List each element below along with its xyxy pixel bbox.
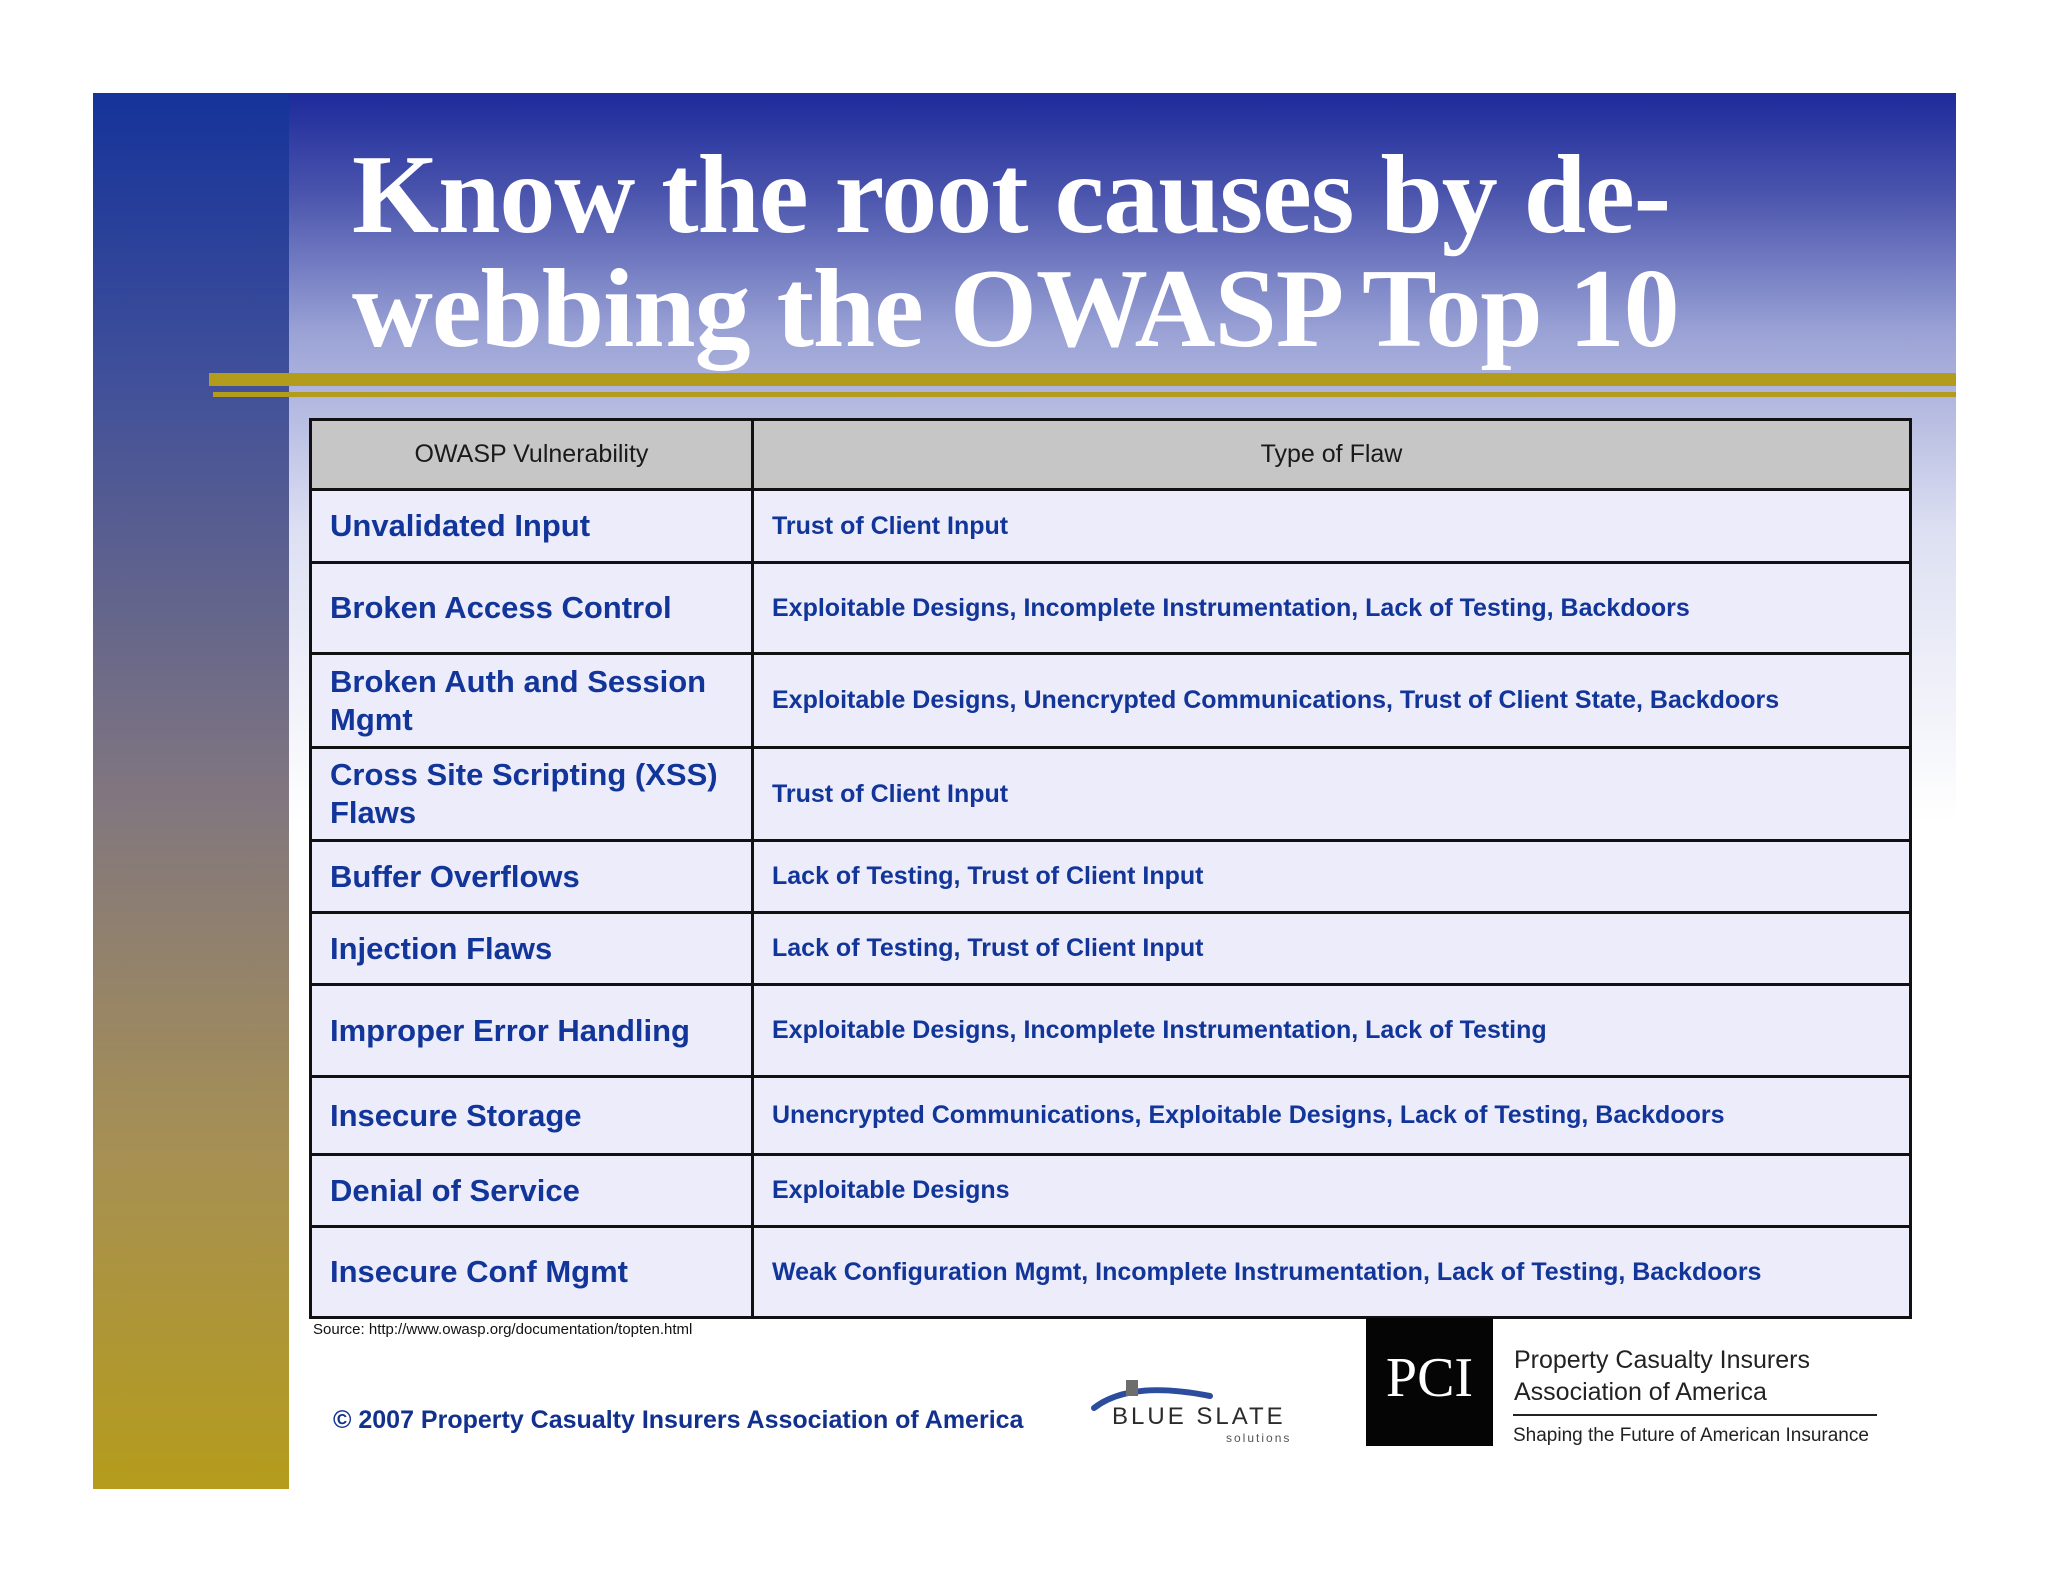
table-row: [311, 841, 1911, 913]
flaw-cell: Exploitable Designs, Unencrypted Communications, Trust of Client State, Backdoors: [753, 654, 1911, 748]
vulnerability-cell: Unvalidated Input: [311, 490, 753, 563]
vulnerability-cell: Cross Site Scripting (XSS) Flaws: [311, 748, 753, 841]
table-row: [311, 748, 1911, 841]
gold-divider-thick: [209, 373, 1956, 386]
flaw-cell: Exploitable Designs, Incomplete Instrumentation, Lack of Testing, Backdoors: [753, 563, 1911, 654]
vulnerability-cell: Broken Access Control: [311, 563, 753, 654]
slide-title: [352, 133, 1912, 371]
table-row: [311, 985, 1911, 1077]
copyright-text: © 2007 Property Casualty Insurers Association of America: [333, 1406, 1024, 1434]
flaw-cell: Trust of Client Input: [753, 490, 1911, 563]
vulnerability-cell: Insecure Conf Mgmt: [311, 1227, 753, 1318]
table-row: [311, 1155, 1911, 1227]
pci-logo-letters: PCI: [1385, 1347, 1474, 1409]
vulnerability-cell: Buffer Overflows: [311, 841, 753, 913]
flaw-cell: Lack of Testing, Trust of Client Input: [753, 841, 1911, 913]
vulnerability-cell: Insecure Storage: [311, 1077, 753, 1155]
gold-divider-thin: [213, 392, 1956, 397]
pci-tagline: Shaping the Future of American Insurance: [1513, 1425, 1869, 1446]
vulnerability-cell: Improper Error Handling: [311, 985, 753, 1077]
flaw-cell: Trust of Client Input: [753, 748, 1911, 841]
pci-name-line-1: Property Casualty Insurers: [1514, 1346, 1810, 1374]
flaw-cell: Unencrypted Communications, Exploitable Designs, Lack of Testing, Backdoors: [753, 1077, 1911, 1155]
table-row: [311, 1227, 1911, 1318]
blue-slate-wordmark: BLUE SLATE: [1112, 1403, 1286, 1430]
slide-title-line-1: Know the root causes by de-: [352, 133, 1671, 257]
table-row: [311, 654, 1911, 748]
blue-slate-subtitle: solutions: [1226, 1431, 1292, 1445]
table-header-row: [311, 420, 1911, 490]
slide-title-line-2: webbing the OWASP Top 10: [352, 247, 1679, 371]
flaw-cell: Weak Configuration Mgmt, Incomplete Instrumentation, Lack of Testing, Backdoors: [753, 1227, 1911, 1318]
vulnerability-cell: Denial of Service: [311, 1155, 753, 1227]
left-gradient-bar: [93, 93, 289, 1489]
table-row: [311, 1077, 1911, 1155]
vulnerability-cell: Broken Auth and Session Mgmt: [311, 654, 753, 748]
header-type-of-flaw: Type of Flaw: [753, 420, 1911, 490]
header-vulnerability: OWASP Vulnerability: [311, 420, 753, 490]
owasp-flaw-table: [309, 418, 1912, 1319]
flaw-cell: Exploitable Designs: [753, 1155, 1911, 1227]
vulnerability-cell: Injection Flaws: [311, 913, 753, 985]
pci-divider: [1513, 1414, 1877, 1416]
table-row: [311, 913, 1911, 985]
table-row: [311, 563, 1911, 654]
flaw-cell: Lack of Testing, Trust of Client Input: [753, 913, 1911, 985]
source-note: Source: http://www.owasp.org/documentation/topten.html: [313, 1321, 693, 1338]
pci-name-line-2: Association of America: [1514, 1378, 1767, 1406]
table-row: [311, 490, 1911, 563]
flaw-cell: Exploitable Designs, Incomplete Instrumentation, Lack of Testing: [753, 985, 1911, 1077]
